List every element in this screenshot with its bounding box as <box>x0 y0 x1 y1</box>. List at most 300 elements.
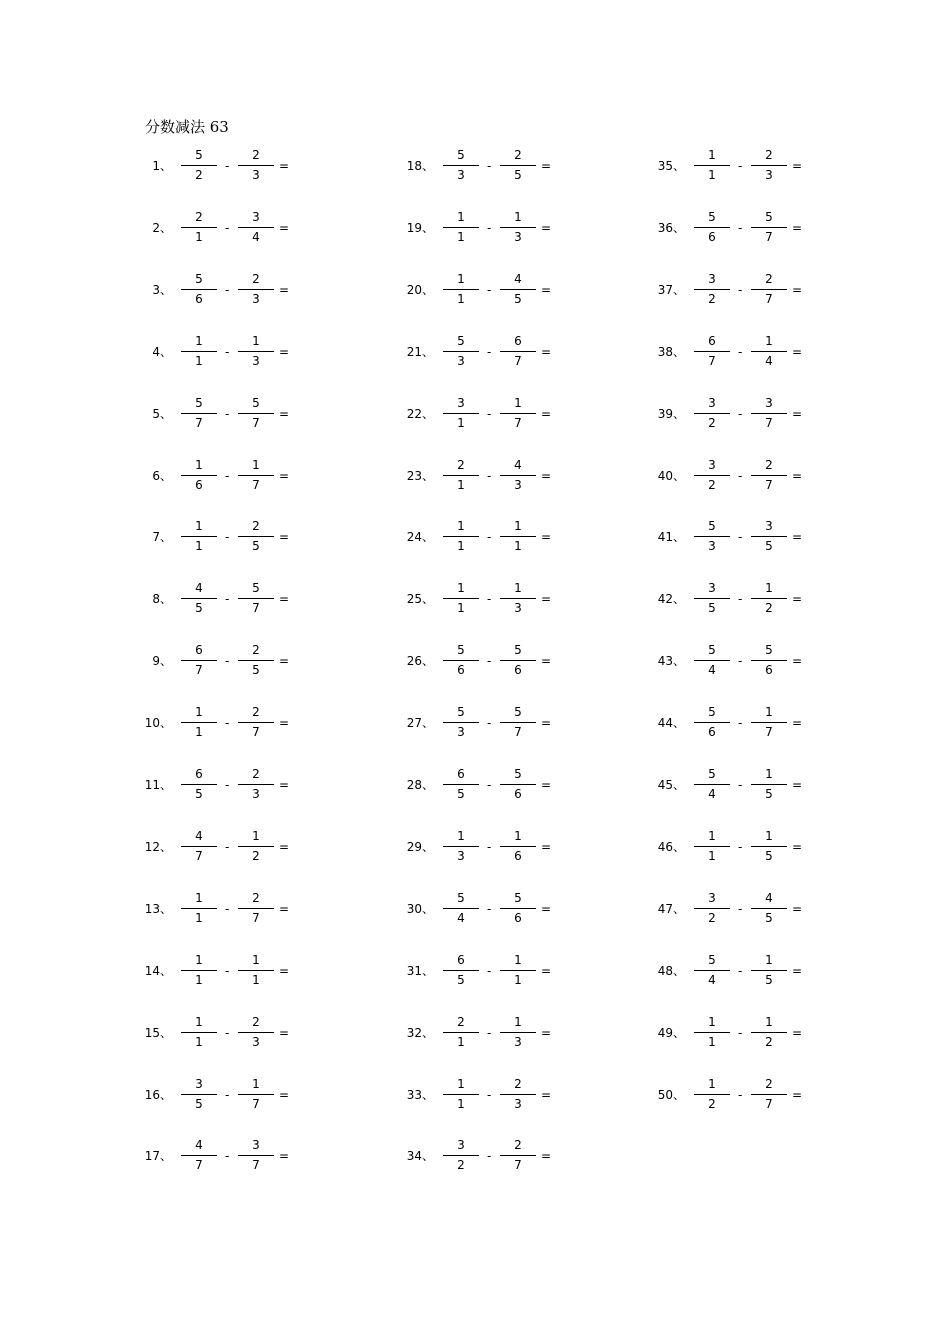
problem-item <box>659 391 859 437</box>
problem-number: 43、 <box>657 654 685 668</box>
fraction-bar <box>181 846 217 847</box>
numerator: 2 <box>252 705 260 719</box>
problem-item <box>659 638 859 684</box>
denominator: 4 <box>252 230 260 244</box>
minus-sign: - <box>225 1088 230 1102</box>
problem-item <box>146 638 346 684</box>
fraction-bar <box>238 165 274 166</box>
equals-sign: = <box>279 407 290 421</box>
fraction-bar <box>751 846 787 847</box>
fraction-bar <box>443 289 479 290</box>
fraction-bar <box>751 536 787 537</box>
numerator: 5 <box>708 953 716 967</box>
equals-sign: = <box>541 469 552 483</box>
numerator: 1 <box>765 829 773 843</box>
denominator: 7 <box>252 601 260 615</box>
numerator: 5 <box>708 643 716 657</box>
denominator: 3 <box>252 1035 260 1049</box>
numerator: 5 <box>457 148 465 162</box>
problem-item <box>659 824 859 870</box>
minus-sign: - <box>738 159 743 173</box>
problem-number: 4、 <box>152 345 172 359</box>
equals-sign: = <box>541 778 552 792</box>
numerator: 2 <box>195 210 203 224</box>
fraction-bar <box>500 846 536 847</box>
numerator: 3 <box>708 272 716 286</box>
minus-sign: - <box>225 840 230 854</box>
numerator: 2 <box>252 148 260 162</box>
fraction-bar <box>181 722 217 723</box>
denominator: 7 <box>765 416 773 430</box>
problem-number: 15、 <box>144 1026 172 1040</box>
numerator: 2 <box>252 1015 260 1029</box>
fraction-bar <box>238 1032 274 1033</box>
equals-sign: = <box>279 1088 290 1102</box>
problem-number: 37、 <box>657 283 685 297</box>
denominator: 2 <box>708 416 716 430</box>
fraction-bar <box>500 227 536 228</box>
denominator: 5 <box>765 787 773 801</box>
denominator: 5 <box>195 787 203 801</box>
fraction-bar <box>500 1032 536 1033</box>
minus-sign: - <box>487 902 492 916</box>
numerator: 1 <box>457 829 465 843</box>
fraction-bar <box>181 289 217 290</box>
numerator: 1 <box>514 396 522 410</box>
denominator: 4 <box>457 911 465 925</box>
equals-sign: = <box>279 221 290 235</box>
numerator: 1 <box>195 1015 203 1029</box>
problem-item <box>408 453 608 499</box>
fraction-bar <box>443 660 479 661</box>
problem-number: 47、 <box>657 902 685 916</box>
denominator: 3 <box>457 725 465 739</box>
denominator: 2 <box>708 292 716 306</box>
fraction-bar <box>238 1155 274 1156</box>
problem-number: 49、 <box>657 1026 685 1040</box>
fraction-bar <box>751 475 787 476</box>
minus-sign: - <box>225 469 230 483</box>
denominator: 7 <box>765 725 773 739</box>
denominator: 2 <box>708 911 716 925</box>
minus-sign: - <box>487 654 492 668</box>
problem-item <box>408 329 608 375</box>
equals-sign: = <box>792 221 803 235</box>
fraction-bar <box>238 970 274 971</box>
fraction-bar <box>238 536 274 537</box>
numerator: 5 <box>708 705 716 719</box>
equals-sign: = <box>541 592 552 606</box>
minus-sign: - <box>487 283 492 297</box>
minus-sign: - <box>225 283 230 297</box>
fraction-bar <box>694 227 730 228</box>
problem-item <box>659 1010 859 1056</box>
minus-sign: - <box>225 530 230 544</box>
denominator: 1 <box>457 230 465 244</box>
numerator: 3 <box>765 396 773 410</box>
minus-sign: - <box>487 716 492 730</box>
problem-item <box>659 886 859 932</box>
numerator: 3 <box>457 396 465 410</box>
numerator: 5 <box>252 581 260 595</box>
fraction-bar <box>751 289 787 290</box>
page-title: 分数减法 63 <box>145 118 229 136</box>
fraction-bar <box>443 722 479 723</box>
denominator: 3 <box>514 601 522 615</box>
fraction-bar <box>500 1094 536 1095</box>
denominator: 3 <box>514 230 522 244</box>
numerator: 4 <box>514 272 522 286</box>
fraction-bar <box>751 413 787 414</box>
fraction-bar <box>443 598 479 599</box>
fraction-bar <box>751 1094 787 1095</box>
fraction-bar <box>443 1155 479 1156</box>
minus-sign: - <box>487 469 492 483</box>
numerator: 1 <box>708 829 716 843</box>
fraction-bar <box>751 351 787 352</box>
numerator: 2 <box>514 148 522 162</box>
numerator: 5 <box>514 705 522 719</box>
minus-sign: - <box>225 716 230 730</box>
fraction-bar <box>181 970 217 971</box>
fraction-bar <box>443 165 479 166</box>
denominator: 5 <box>252 539 260 553</box>
denominator: 1 <box>195 725 203 739</box>
numerator: 1 <box>252 458 260 472</box>
problem-item <box>146 576 346 622</box>
fraction-bar <box>694 846 730 847</box>
minus-sign: - <box>738 840 743 854</box>
denominator: 7 <box>252 478 260 492</box>
problem-item <box>146 143 346 189</box>
fraction-bar <box>751 165 787 166</box>
problem-number: 23、 <box>406 469 434 483</box>
equals-sign: = <box>541 654 552 668</box>
problem-item <box>408 143 608 189</box>
minus-sign: - <box>738 654 743 668</box>
fraction-bar <box>694 722 730 723</box>
problem-number: 6、 <box>152 469 172 483</box>
denominator: 1 <box>195 230 203 244</box>
numerator: 5 <box>457 643 465 657</box>
numerator: 1 <box>457 272 465 286</box>
denominator: 7 <box>252 725 260 739</box>
problem-number: 42、 <box>657 592 685 606</box>
problem-number: 24、 <box>406 530 434 544</box>
fraction-bar <box>500 289 536 290</box>
numerator: 1 <box>457 519 465 533</box>
problem-number: 31、 <box>406 964 434 978</box>
equals-sign: = <box>792 964 803 978</box>
denominator: 4 <box>708 973 716 987</box>
numerator: 6 <box>514 334 522 348</box>
denominator: 5 <box>708 601 716 615</box>
minus-sign: - <box>487 159 492 173</box>
equals-sign: = <box>279 902 290 916</box>
fraction-bar <box>238 784 274 785</box>
numerator: 6 <box>457 953 465 967</box>
fraction-bar <box>500 660 536 661</box>
equals-sign: = <box>792 530 803 544</box>
minus-sign: - <box>487 1088 492 1102</box>
denominator: 3 <box>252 292 260 306</box>
problem-number: 45、 <box>657 778 685 792</box>
fraction-bar <box>443 970 479 971</box>
fraction-bar <box>443 413 479 414</box>
denominator: 1 <box>457 1035 465 1049</box>
problem-number: 5、 <box>152 407 172 421</box>
fraction-bar <box>694 289 730 290</box>
fraction-bar <box>238 413 274 414</box>
problem-number: 7、 <box>152 530 172 544</box>
problem-number: 1、 <box>152 159 172 173</box>
problem-number: 28、 <box>406 778 434 792</box>
numerator: 1 <box>195 458 203 472</box>
fraction-bar <box>500 475 536 476</box>
problem-item <box>659 453 859 499</box>
denominator: 1 <box>514 973 522 987</box>
fraction-bar <box>694 1094 730 1095</box>
minus-sign: - <box>225 964 230 978</box>
equals-sign: = <box>792 1088 803 1102</box>
denominator: 5 <box>457 973 465 987</box>
fraction-bar <box>181 784 217 785</box>
fraction-bar <box>238 846 274 847</box>
fraction-bar <box>751 1032 787 1033</box>
denominator: 3 <box>252 787 260 801</box>
problem-item <box>408 886 608 932</box>
denominator: 5 <box>514 168 522 182</box>
minus-sign: - <box>487 778 492 792</box>
problem-item <box>408 391 608 437</box>
numerator: 5 <box>765 210 773 224</box>
equals-sign: = <box>792 902 803 916</box>
problem-number: 25、 <box>406 592 434 606</box>
minus-sign: - <box>487 964 492 978</box>
fraction-bar <box>694 784 730 785</box>
equals-sign: = <box>792 1026 803 1040</box>
denominator: 5 <box>765 973 773 987</box>
numerator: 3 <box>457 1138 465 1152</box>
denominator: 1 <box>195 1035 203 1049</box>
fraction-bar <box>181 1155 217 1156</box>
numerator: 1 <box>765 334 773 348</box>
fraction-bar <box>694 908 730 909</box>
problem-item <box>659 1072 859 1118</box>
denominator: 1 <box>457 1097 465 1111</box>
equals-sign: = <box>541 530 552 544</box>
fraction-bar <box>238 908 274 909</box>
problem-number: 3、 <box>152 283 172 297</box>
denominator: 7 <box>252 416 260 430</box>
problem-item <box>408 1133 608 1179</box>
fraction-bar <box>694 165 730 166</box>
problem-number: 22、 <box>406 407 434 421</box>
denominator: 4 <box>708 787 716 801</box>
denominator: 3 <box>514 1035 522 1049</box>
fraction-bar <box>500 351 536 352</box>
numerator: 2 <box>457 1015 465 1029</box>
fraction-bar <box>238 598 274 599</box>
equals-sign: = <box>541 345 552 359</box>
problem-item <box>659 205 859 251</box>
equals-sign: = <box>541 716 552 730</box>
fraction-bar <box>181 475 217 476</box>
problem-item <box>146 453 346 499</box>
numerator: 5 <box>708 519 716 533</box>
problem-number: 33、 <box>406 1088 434 1102</box>
equals-sign: = <box>279 345 290 359</box>
numerator: 3 <box>252 1138 260 1152</box>
equals-sign: = <box>792 592 803 606</box>
fraction-bar <box>443 536 479 537</box>
denominator: 6 <box>514 663 522 677</box>
numerator: 2 <box>252 519 260 533</box>
problem-number: 19、 <box>406 221 434 235</box>
fraction-bar <box>751 660 787 661</box>
denominator: 5 <box>252 663 260 677</box>
problem-number: 46、 <box>657 840 685 854</box>
problem-item <box>659 143 859 189</box>
fraction-bar <box>238 475 274 476</box>
problem-number: 17、 <box>144 1149 172 1163</box>
fraction-bar <box>181 1032 217 1033</box>
numerator: 6 <box>195 643 203 657</box>
minus-sign: - <box>738 1026 743 1040</box>
denominator: 7 <box>765 478 773 492</box>
denominator: 1 <box>195 973 203 987</box>
minus-sign: - <box>225 902 230 916</box>
denominator: 1 <box>708 1035 716 1049</box>
problem-item <box>146 514 346 560</box>
numerator: 1 <box>514 953 522 967</box>
numerator: 1 <box>765 953 773 967</box>
minus-sign: - <box>487 592 492 606</box>
equals-sign: = <box>792 283 803 297</box>
denominator: 1 <box>708 849 716 863</box>
minus-sign: - <box>225 778 230 792</box>
denominator: 1 <box>252 973 260 987</box>
problem-item <box>146 824 346 870</box>
equals-sign: = <box>792 778 803 792</box>
numerator: 2 <box>765 148 773 162</box>
numerator: 1 <box>765 581 773 595</box>
denominator: 1 <box>195 539 203 553</box>
problem-number: 21、 <box>406 345 434 359</box>
fraction-bar <box>181 413 217 414</box>
denominator: 5 <box>457 787 465 801</box>
denominator: 7 <box>514 354 522 368</box>
fraction-bar <box>500 784 536 785</box>
denominator: 1 <box>708 168 716 182</box>
fraction-bar <box>181 908 217 909</box>
numerator: 4 <box>195 1138 203 1152</box>
numerator: 1 <box>457 581 465 595</box>
numerator: 3 <box>708 581 716 595</box>
denominator: 1 <box>195 911 203 925</box>
numerator: 2 <box>252 891 260 905</box>
problem-number: 18、 <box>406 159 434 173</box>
fraction-bar <box>500 970 536 971</box>
problem-number: 13、 <box>144 902 172 916</box>
denominator: 7 <box>195 849 203 863</box>
numerator: 6 <box>457 767 465 781</box>
fraction-bar <box>238 227 274 228</box>
numerator: 1 <box>457 1077 465 1091</box>
denominator: 4 <box>765 354 773 368</box>
denominator: 7 <box>765 230 773 244</box>
equals-sign: = <box>279 1026 290 1040</box>
problem-number: 20、 <box>406 283 434 297</box>
denominator: 5 <box>195 1097 203 1111</box>
denominator: 7 <box>765 1097 773 1111</box>
minus-sign: - <box>738 221 743 235</box>
problem-item <box>408 267 608 313</box>
denominator: 1 <box>457 601 465 615</box>
problem-item <box>146 886 346 932</box>
fraction-bar <box>181 598 217 599</box>
denominator: 7 <box>195 663 203 677</box>
fraction-bar <box>500 536 536 537</box>
equals-sign: = <box>279 840 290 854</box>
denominator: 3 <box>457 849 465 863</box>
numerator: 1 <box>252 953 260 967</box>
fraction-bar <box>443 784 479 785</box>
fraction-bar <box>181 660 217 661</box>
denominator: 2 <box>765 1035 773 1049</box>
equals-sign: = <box>279 469 290 483</box>
fraction-bar <box>238 660 274 661</box>
minus-sign: - <box>738 530 743 544</box>
minus-sign: - <box>738 964 743 978</box>
numerator: 1 <box>514 519 522 533</box>
equals-sign: = <box>792 840 803 854</box>
problem-item <box>408 824 608 870</box>
numerator: 2 <box>514 1138 522 1152</box>
fraction-bar <box>181 536 217 537</box>
numerator: 1 <box>765 1015 773 1029</box>
problem-number: 12、 <box>144 840 172 854</box>
numerator: 5 <box>195 148 203 162</box>
problem-item <box>659 267 859 313</box>
denominator: 2 <box>708 1097 716 1111</box>
fraction-bar <box>694 351 730 352</box>
problem-number: 9、 <box>152 654 172 668</box>
denominator: 7 <box>708 354 716 368</box>
problem-item <box>146 205 346 251</box>
fraction-bar <box>238 722 274 723</box>
denominator: 2 <box>708 478 716 492</box>
problem-number: 2、 <box>152 221 172 235</box>
denominator: 3 <box>252 168 260 182</box>
fraction-bar <box>751 598 787 599</box>
problem-item <box>146 267 346 313</box>
minus-sign: - <box>738 469 743 483</box>
numerator: 4 <box>765 891 773 905</box>
numerator: 5 <box>514 643 522 657</box>
numerator: 3 <box>252 210 260 224</box>
equals-sign: = <box>541 1026 552 1040</box>
minus-sign: - <box>225 159 230 173</box>
problem-number: 8、 <box>152 592 172 606</box>
problem-number: 36、 <box>657 221 685 235</box>
denominator: 2 <box>765 601 773 615</box>
minus-sign: - <box>225 345 230 359</box>
minus-sign: - <box>738 345 743 359</box>
problem-number: 40、 <box>657 469 685 483</box>
fraction-bar <box>694 660 730 661</box>
minus-sign: - <box>738 778 743 792</box>
